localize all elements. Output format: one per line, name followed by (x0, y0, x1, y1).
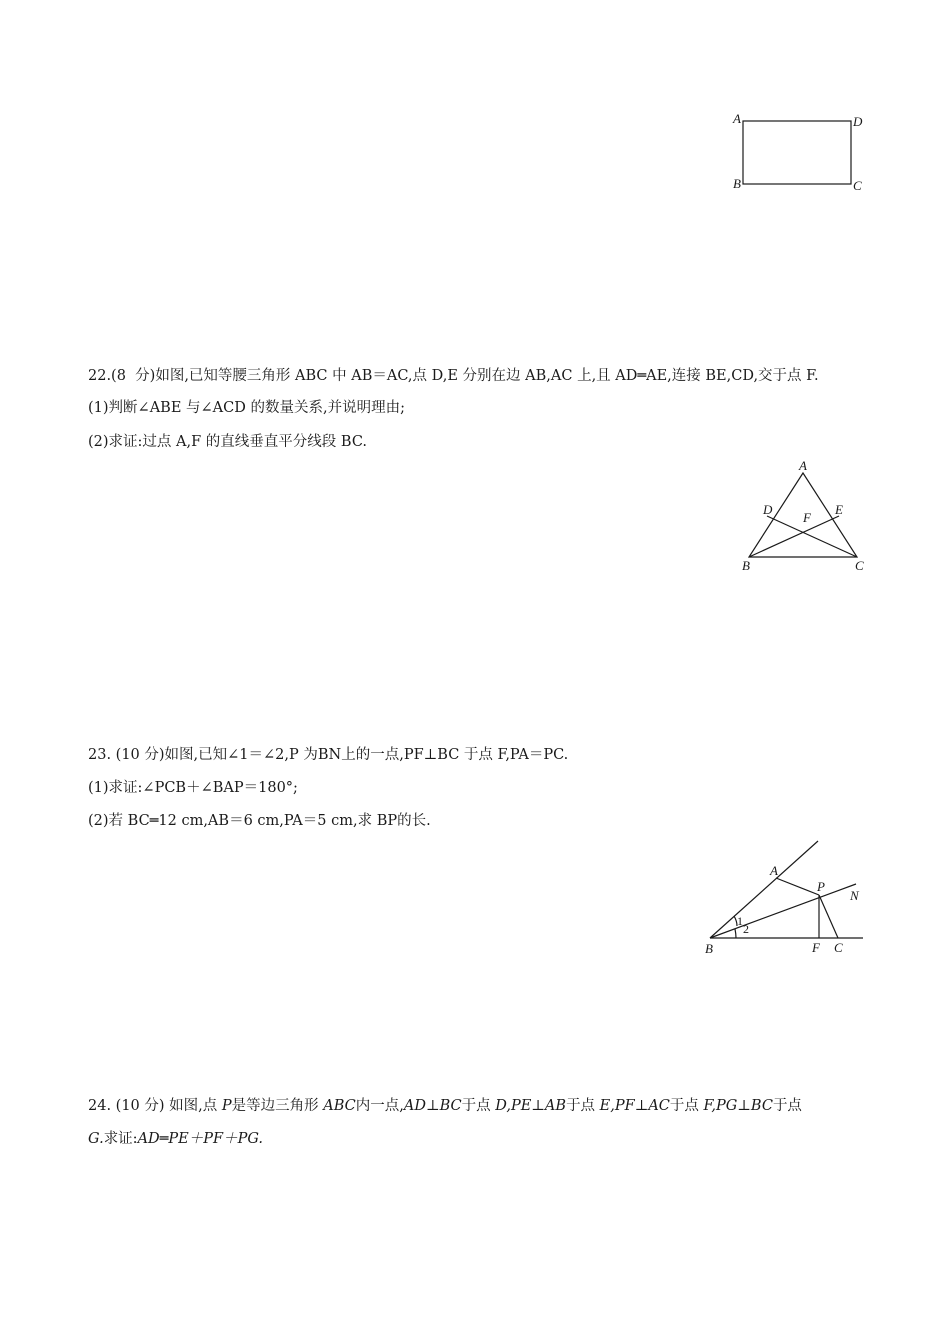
q24-triangle: ABC (323, 1098, 356, 1114)
label-e: E (835, 502, 843, 517)
label-b: B (742, 558, 750, 573)
segment-ap (776, 878, 819, 895)
q24-cond: PF⊥AC (614, 1098, 670, 1114)
q22-part1: (1)判断∠ABE 与∠ACD 的数量关系,并说明理由; (88, 400, 405, 416)
label-n: N (850, 888, 859, 903)
label-p: P (817, 879, 825, 894)
q23-stem: 23. (10 分)如图,已知∠1＝∠2,P 为BN上的一点,PF⊥BC 于点 F,PA＝PC. (88, 747, 569, 763)
q24-cond: PE⊥AB (510, 1098, 567, 1114)
segment-pc (819, 895, 838, 938)
q24-point: F, (703, 1098, 716, 1114)
label-angle-2: 2 (743, 922, 749, 936)
label-angle-1: 1 (737, 914, 743, 928)
triangle-figure (735, 458, 875, 578)
q24-equation: AD═PE＋PF＋PG. (137, 1131, 263, 1147)
label-c: C (855, 558, 864, 573)
q24-text: 于点 (461, 1098, 496, 1114)
q24-text: 于点 (566, 1098, 600, 1114)
q24-line1 (88, 1096, 802, 1116)
label-f: F (803, 510, 811, 525)
label-a: A (799, 458, 807, 473)
q24-text: 求证: (103, 1131, 138, 1147)
label-c: C (834, 940, 843, 955)
q24-cond: PG⊥BC (715, 1098, 773, 1114)
label-f: F (812, 940, 820, 955)
q24-text: 于点 (772, 1098, 802, 1114)
label-c: C (853, 178, 862, 193)
q24-text: 于点 (669, 1098, 704, 1114)
q22-stem: 22.(8 分)如图,已知等腰三角形 ABC 中 AB＝AC,点 D,E 分别在边 AB,AC 上,且 AD═AE,连接 BE,CD,交于点 F. (88, 368, 819, 384)
q24-text: 内一点, (355, 1098, 404, 1114)
angle-arc-2 (735, 929, 736, 938)
label-d: D (763, 502, 773, 517)
q24-cond: AD⊥BC (403, 1098, 462, 1114)
rectangle-figure (730, 112, 870, 197)
ray-ba (710, 841, 818, 938)
angle-figure (700, 835, 870, 960)
q24-line2 (88, 1129, 263, 1149)
label-a: A (770, 863, 778, 878)
q24-text: 如图,点 (164, 1098, 222, 1114)
q23-part2: (2)若 BC═12 cm,AB＝6 cm,PA＝5 cm,求 BP的长. (88, 813, 431, 829)
rectangle-abcd (743, 121, 851, 184)
q24-point: D, (495, 1098, 511, 1114)
q24-number: 24. (10 分) (88, 1098, 165, 1114)
q24-point: E, (599, 1098, 615, 1114)
label-d: D (853, 114, 863, 129)
label-b: B (733, 176, 741, 191)
q24-point-p: P (221, 1098, 232, 1114)
q24-text: 是等边三角形 (231, 1098, 324, 1114)
q22-part2: (2)求证:过点 A,F 的直线垂直平分线段 BC. (88, 434, 368, 450)
label-a: A (733, 111, 741, 126)
label-b: B (705, 941, 713, 956)
q24-point: G. (88, 1131, 104, 1147)
q23-part1: (1)求证:∠PCB＋∠BAP＝180°; (88, 780, 298, 796)
